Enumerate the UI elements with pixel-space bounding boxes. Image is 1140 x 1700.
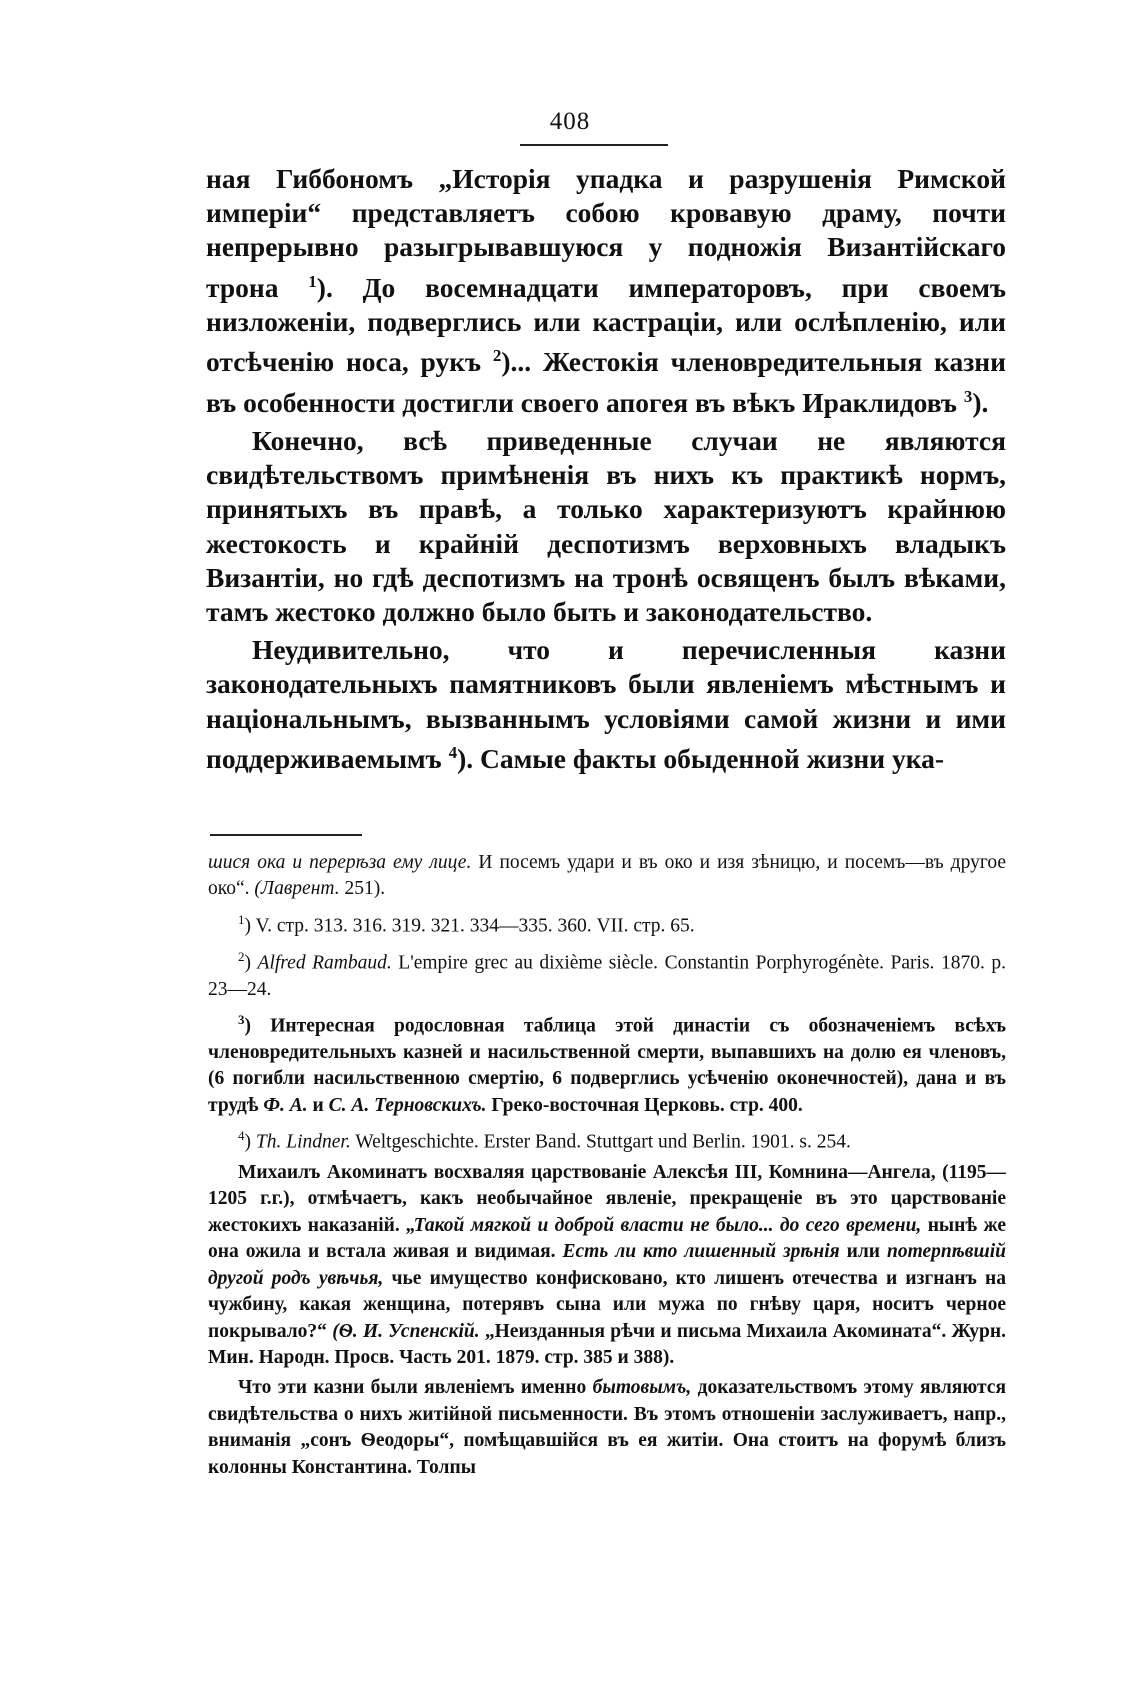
main-text xyxy=(206,162,1006,780)
page-number: 408 xyxy=(549,108,591,135)
footnotes xyxy=(208,850,1006,1485)
text-run: 251). xyxy=(339,878,386,900)
text-run: ). Самые факты обыденной жизни ука- xyxy=(457,742,945,774)
footnote-paragraph-akominat xyxy=(208,1160,1006,1371)
text-run: Что эти казни были явленіемъ именно xyxy=(238,1377,593,1399)
footnote-mark: 2 xyxy=(238,948,245,964)
footnote-ref-1: 1 xyxy=(308,271,317,291)
text-run: ). До восемнадцати императоровъ, при своемъ низложеніи, подверглись или кастраціи, или ослѣпленію, или отсѣченію носа, рукъ xyxy=(206,271,1007,378)
text-run: или xyxy=(839,1241,888,1263)
text-run: и xyxy=(307,1094,329,1116)
text-run: L'empire grec au dixième siècle. Constantin Porphyrogénète. Paris. 1870. p. 23—24. xyxy=(208,952,1006,1000)
text-run: ) Интересная родословная таблица этой династіи съ обозначеніемъ всѣхъ членовредительныхъ казней и насильственной смерти, выпавшихъ на долю ея членовъ, (6 погибли насильственною смертію, 6 подверглись усѣченію оконечностей), дана и въ трудѣ xyxy=(208,1015,1006,1116)
italic-run: „Такой мягкой и доброй власти не было... до сего времени, xyxy=(406,1214,922,1236)
footnote-ref-3: 3 xyxy=(963,386,973,406)
italic-run: (Лаврент. xyxy=(254,878,340,900)
text-run: ). xyxy=(972,386,989,418)
italic-run: бытовымъ, xyxy=(592,1377,692,1399)
author-name: Th. Lindner. xyxy=(255,1131,351,1153)
text-run: доказательствомъ этому являются свидѣтельства о нихъ житійной письменности. Въ этомъ отношеніи заслуживаетъ, напр., вниманія „сонъ Ѳеодоры“, помѣщавшійся въ ея житіи. Она стоитъ на форумѣ близъ колонны Константина. Толпы xyxy=(208,1377,1007,1478)
text-run: Михаилъ Акоминатъ восхваляя царствованіе Алексѣя III, Комнина—Ангела, (1195—1205 г.г.), отмѣчаетъ, какъ необычайное явленіе, прекращеніе въ это царствованіе жестокихъ наказаній. xyxy=(208,1162,1006,1236)
text-run: ) xyxy=(244,952,258,974)
page-number-rule xyxy=(520,144,668,146)
text-run: ) V. стр. 313. 316. 319. 321. 334—335. 360. VII. стр. 65. xyxy=(244,915,695,937)
text-run: И посемъ удари и въ око и изя зѣницю, и посемъ—въ другое око“. xyxy=(208,852,1006,900)
footnote-continuation xyxy=(208,850,1006,903)
main-paragraph-1 xyxy=(206,162,1006,420)
text-run: ) xyxy=(244,1131,256,1153)
text-run: ная Гиббономъ „Исторія упадка и разрушенія Римской имперіи“ представляетъ собою кровавую драму, почти непрерывно разыгрывавшуюся у подножія Византійскаго трона xyxy=(206,163,1006,303)
main-paragraph-2: Конечно, всѣ приведенные случаи не являются свидѣтельствомъ примѣненія въ нихъ къ практикѣ нормъ, принятыхъ въ правѣ, а только характеризуютъ крайнюю жестокость и крайній деспотизмъ верховныхъ владыкъ Византіи, но гдѣ деспотизмъ на тронѣ освященъ былъ вѣками, тамъ жестоко должно было быть и законодательство. xyxy=(206,424,1006,627)
footnote-separator xyxy=(210,834,362,836)
text-run: „Неизданныя рѣчи и письма Михаила Акомината“. Журн. Мин. Народн. Просв. Часть 201. 1879. стр. 385 и 388). xyxy=(208,1320,1006,1368)
italic-run: Ф. А. xyxy=(263,1094,308,1116)
footnote-4 xyxy=(208,1123,1006,1156)
italic-run: С. А. Терновскихъ. xyxy=(328,1094,487,1116)
footnote-mark: 1 xyxy=(238,911,245,927)
footnote-mark: 3 xyxy=(238,1012,245,1028)
main-paragraph-3 xyxy=(206,633,1006,776)
italic-run: Есть ли кто лишенный зрѣнія xyxy=(562,1241,840,1263)
text-run: нынѣ же она ожила и встала живая и видимая. xyxy=(208,1214,1006,1263)
footnote-mark: 4 xyxy=(238,1128,245,1144)
italic-run: (Ѳ. И. Успенскій. xyxy=(332,1320,480,1342)
author-name: Alfred Rambaud. xyxy=(257,952,392,974)
footnote-ref-4: 4 xyxy=(448,742,458,762)
text-run: чье имущество конфисковано, кто лишенъ отечества и изгнанъ на чужбину, какая женщина, потерявъ сына или мужа по гнѣву царя, носитъ черное покрывало?“ xyxy=(208,1267,1006,1342)
footnote-ref-2: 2 xyxy=(492,346,502,366)
footnote-paragraph-theodora xyxy=(208,1375,1006,1481)
footnote-1 xyxy=(208,907,1006,940)
text-run: )... Жестокія членовредительныя казни въ особенности достигли своего апогея въ вѣкъ Ираклидовъ xyxy=(206,346,1006,418)
footnote-3 xyxy=(208,1007,1006,1119)
text-run: Weltgeschichte. Erster Band. Stuttgart und Berlin. 1901. s. 254. xyxy=(350,1131,851,1153)
italic-run: потерпѣвшій другой родъ увѣчья, xyxy=(208,1241,1006,1289)
footnote-2 xyxy=(208,944,1006,1003)
italic-run: шися ока и перерѣза ему лице. xyxy=(208,852,472,873)
text-run: Неудивительно, что и перечисленныя казни законодательныхъ памятниковъ были явленіемъ мѣстнымъ и національнымъ, вызваннымъ условіями самой жизни и ими поддерживаемымъ xyxy=(206,634,1006,774)
text-run: Греко-восточная Церковь. стр. 400. xyxy=(486,1094,803,1116)
